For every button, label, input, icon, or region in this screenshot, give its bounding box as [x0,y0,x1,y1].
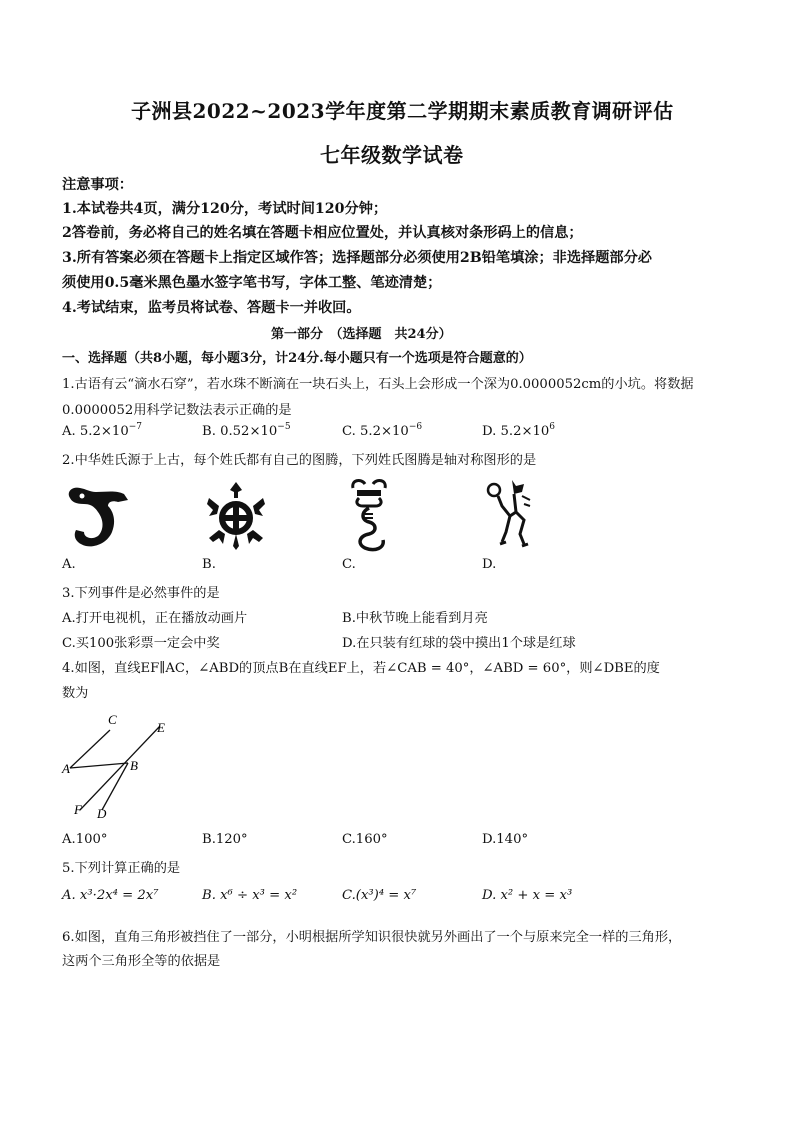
q4-option-b: B.120° [202,832,248,847]
q1-option-a: A. $5.2\times 10^{-7}$ [62,422,142,439]
q3-option-c: C.买100张彩票一定会中奖 [62,636,220,651]
q4-geometry-figure [60,708,180,824]
notice-item-1: 1.本试卷共4页，满分120分，考试时间120分钟； [62,201,388,217]
q4-point-e: E [157,720,165,735]
q4-point-a: A [62,761,70,776]
q2-option-b: B. [202,557,216,572]
q5-option-d: D. x² + x = x³ [482,888,573,903]
exam-subtitle: 七年级数学试卷 [320,143,464,167]
q4-point-b: B [130,758,138,773]
q6-stem-line2: 这两个三角形全等的依据是 [62,954,221,969]
totem-c-image [345,478,393,552]
q5-option-b: B. x⁶ ÷ x³ = x² [202,888,298,903]
q5-stem: 5.下列计算正确的是 [62,861,181,876]
q1-stem-line1: 1.古语有云“滴水石穿”，若水珠不断滴在一块石头上，石头上会形成一个深为0.0000052cm的小坑。将数据 [62,377,694,392]
notice-item-3-cont: 须使用0.5毫米黑色墨水签字笔书写，字体工整、笔迹清楚； [62,275,442,291]
q5-option-c: C.(x³)⁴ = x⁷ [342,888,417,903]
q4-option-c: C.160° [342,832,388,847]
q4-point-c: C [108,712,117,727]
exam-title: 子洲县2022~2023学年度第二学期期末素质教育调研评估 [131,99,674,123]
q1-option-b: B. $0.52\times 10^{-5}$ [202,422,291,439]
section1-heading: 一、选择题（共8小题，每小题3分，计24分.每小题只有一个选项是符合题意的） [62,351,532,366]
q2-option-d: D. [482,557,497,572]
notice-item-2: 2答卷前，务必将自己的姓名填在答题卡相应位置处，并认真核对条形码上的信息； [62,225,583,241]
q1-option-d: D. $5.2\times 10^6$ [482,422,556,439]
totem-d-image [484,476,534,552]
q4-point-d: D [97,806,107,821]
q4-point-f: F [74,802,82,817]
q1-option-c: C. $5.2\times 10^{-6}$ [342,422,423,439]
q3-stem: 3.下列事件是必然事件的是 [62,586,220,601]
totem-a-image [62,484,132,550]
q4-option-a: A.100° [62,832,108,847]
totem-b-image [205,480,267,552]
q3-option-a: A.打开电视机，正在播放动画片 [62,611,248,626]
notice-heading: 注意事项： [62,177,133,193]
notice-item-3: 3.所有答案必须在答题卡上指定区域作答；选择题部分必须使用2B铅笔填涂；非选择题部分必 [62,250,652,266]
q6-stem-line1: 6.如图，直角三角形被挡住了一部分，小明根据所学知识很快就另外画出了一个与原来完全一样的三角形， [62,930,682,945]
notice-item-4: 4.考试结束，监考员将试卷、答题卡一并收回。 [62,300,361,316]
q4-stem-line1: 4.如图，直线EF∥AC，∠ABD的顶点B在直线EF上，若∠CAB = 40°，∠ABD = 60°，则∠DBE的度 [62,661,660,676]
q1-stem-line2: 0.0000052用科学记数法表示正确的是 [62,403,292,418]
q4-option-d: D.140° [482,832,529,847]
part1-heading: 第一部分 （选择题 共24分） [271,327,452,342]
q3-option-b: B.中秋节晚上能看到月亮 [342,611,488,626]
q2-option-c: C. [342,557,356,572]
q5-option-a: A. x³·2x⁴ = 2x⁷ [62,888,159,903]
q2-option-a: A. [62,557,76,572]
q4-stem-line2: 数为 [62,686,89,701]
q2-stem: 2.中华姓氏源于上古，每个姓氏都有自己的图腾，下列姓氏图腾是轴对称图形的是 [62,453,537,468]
q3-option-d: D.在只装有红球的袋中摸出1个球是红球 [342,636,576,651]
